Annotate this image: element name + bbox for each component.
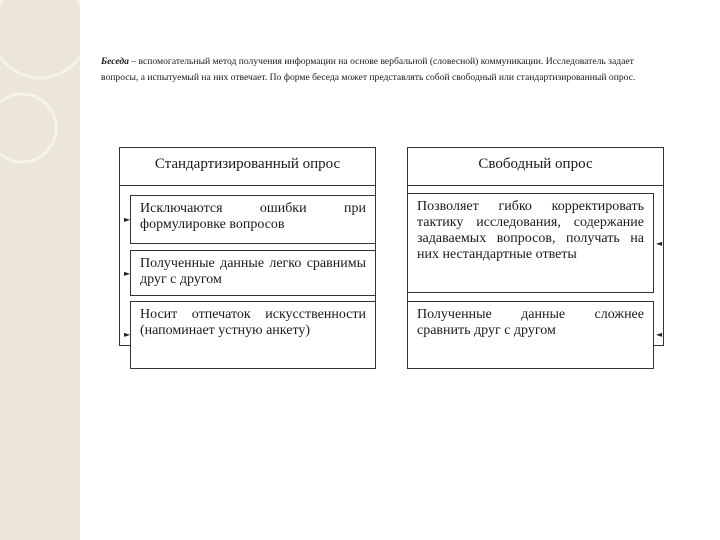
intro-term: Беседа [101, 56, 129, 67]
free-survey-title: Свободный опрос [478, 156, 593, 172]
arrow-left-icon: ► [656, 239, 663, 248]
intro-paragraph [101, 54, 671, 85]
arrow-right-icon: ► [124, 215, 131, 224]
standardized-item [130, 250, 376, 296]
arrow-right-icon: ► [124, 269, 131, 278]
free-item [407, 301, 654, 369]
free-item-text: Полученные данные сложнее сравнить друг с другом [417, 307, 644, 338]
standardized-item-text: Носит отпечаток искусственности (напоминает устную анкету) [140, 307, 366, 338]
decorative-circles [0, 0, 80, 540]
intro-definition: – вспомогательный метод получения информации на основе вербальной (словесной) коммуникации. Исследователь задает вопросы, а испытуемый на них отвечает. По форме беседа может представлять собой свободный или стандартизированный опрос. [101, 56, 636, 83]
standardized-item-text: Полученные данные легко сравнимы друг с другом [140, 256, 366, 287]
standardized-survey-title: Стандартизированный опрос [154, 156, 341, 172]
standardized-item [130, 195, 376, 244]
standardized-item-text: Исключаются ошибки при формулировке вопросов [140, 201, 366, 232]
free-item [407, 193, 654, 293]
standardized-survey-header [119, 147, 376, 186]
standardized-item [130, 301, 376, 369]
free-survey-header [407, 147, 664, 186]
free-item-text: Позволяет гибко корректировать тактику исследования, содержание задаваемых вопросов, получать на них нестандартные ответы [417, 199, 644, 262]
arrow-left-icon: ► [656, 330, 663, 339]
arrow-right-icon: ► [124, 330, 131, 339]
decorative-side-band [0, 0, 80, 540]
